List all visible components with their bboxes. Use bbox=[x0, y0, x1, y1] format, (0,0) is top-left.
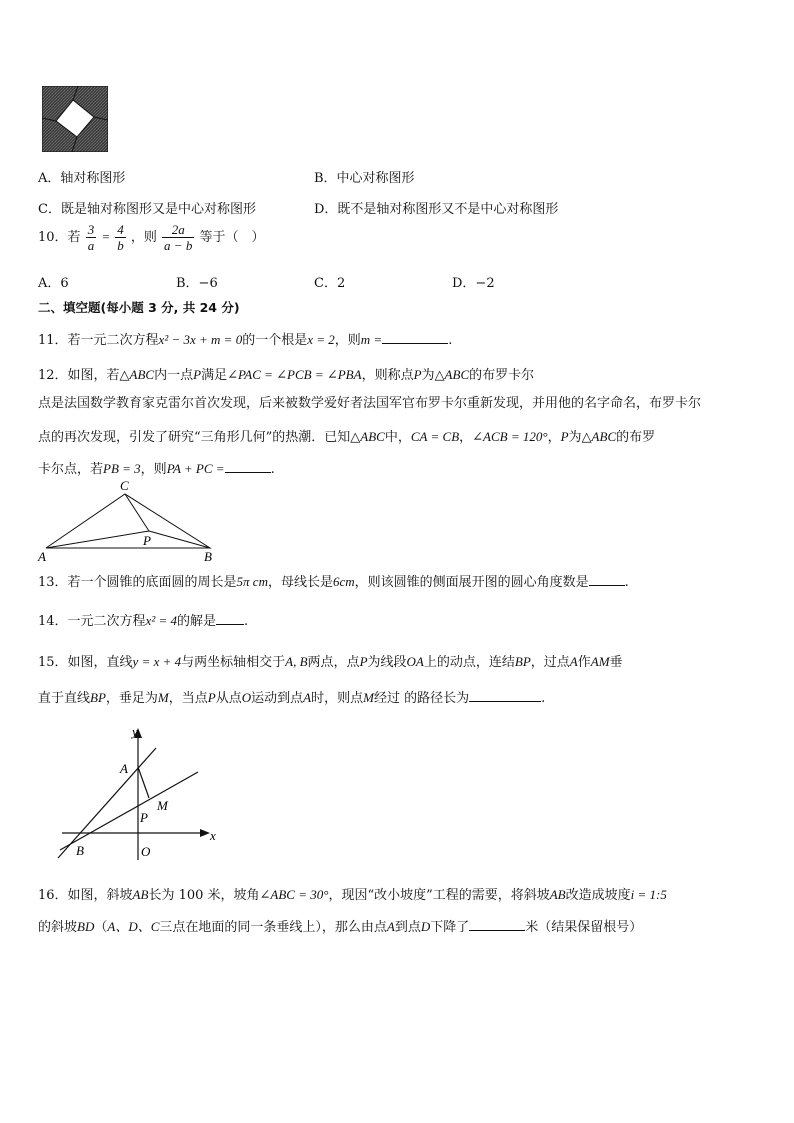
x-axis-arrow bbox=[200, 829, 210, 837]
q14-answer-blank bbox=[216, 612, 244, 625]
section-heading: 二、填空题(每小题 3 分, 共 24 分) bbox=[38, 300, 240, 315]
q9-figure bbox=[42, 86, 108, 152]
label-o: O bbox=[141, 844, 151, 859]
q10-number: 10．若 bbox=[38, 230, 81, 245]
fraction-2a-over-a-minus-b: $\frac{2a}{a - b}$ bbox=[164, 222, 193, 253]
label-m: M bbox=[157, 798, 168, 813]
q16-line-1: 16．如图，斜坡AB长为 100 米，坡角∠ABC = 30°，现因“改小坡度”工程的需要，将斜坡AB改造成坡度i = 1:5 bbox=[38, 887, 667, 903]
label-c: C bbox=[120, 478, 129, 493]
label-a: A bbox=[38, 549, 46, 564]
q10-option-a: A．6 bbox=[38, 276, 69, 291]
label-a: A bbox=[120, 761, 128, 776]
q11: 11．若一元二次方程x² − 3x + m = 0的一个根是x = 2，则m = . bbox=[38, 332, 453, 348]
line-ab bbox=[58, 748, 156, 858]
q10-option-c: C．2 bbox=[314, 276, 346, 291]
label-x: x bbox=[210, 828, 216, 843]
q15-line-1: 15．如图，直线y = x + 4与两坐标轴相交于A, B两点，点P为线段OA上的动点，连结BP，过点A作AM垂 bbox=[38, 654, 623, 670]
q13-answer-blank bbox=[589, 573, 625, 586]
q15-line-2: 直于直线BP，垂足为M，当点P从点O运动到点A时，则点M经过 的路径长为 . bbox=[38, 690, 546, 706]
q12-line-3: 点的再次发现，引发了研究“三角形几何”的热潮．已知△ABC中，CA = CB，∠ACB = 120°，P为△ABC的布罗 bbox=[38, 429, 656, 445]
q9-option-a: A．轴对称图形 bbox=[38, 171, 126, 186]
q15-answer-blank bbox=[469, 689, 541, 702]
q10-option-d: D．−2 bbox=[452, 276, 495, 291]
q14: 14．一元二次方程x² = 4的解是 . bbox=[38, 613, 249, 629]
q10-option-b: B．−6 bbox=[176, 276, 218, 291]
label-b: B bbox=[204, 549, 212, 564]
fraction-3-over-a: $\frac{3}{a}$ bbox=[87, 222, 95, 253]
q9-option-b: B．中心对称图形 bbox=[314, 171, 415, 186]
q16-answer-blank bbox=[469, 918, 525, 931]
q15-coordinate-figure bbox=[52, 722, 227, 862]
fraction-4-over-b: $\frac{4}{b}$ bbox=[117, 222, 124, 253]
label-y: y bbox=[132, 724, 138, 739]
q16-line-2: 的斜坡BD（A、D、C三点在地面的同一条垂线上），那么由点A到点D下降了 米（结果保留根号） bbox=[38, 919, 643, 935]
q11-answer-blank bbox=[382, 331, 448, 344]
q12-line-2: 点是法国数学教育家克雷尔首次发现，后来被数学爱好者法国军官布罗卡尔重新发现，并用他的名字命名，布罗卡尔 bbox=[38, 396, 702, 411]
q12-triangle-figure bbox=[36, 478, 226, 564]
label-p: P bbox=[143, 533, 151, 548]
q9-option-c: C．既是轴对称图形又是中心对称图形 bbox=[38, 202, 256, 217]
segment-am bbox=[138, 767, 149, 798]
q13: 13．若一个圆锥的底面圆的周长是5π cm，母线长是6cm，则该圆锥的侧面展开图的圆心角度数是 . bbox=[38, 574, 629, 590]
q10-stem: 10．若 $\frac{3}{a}$ = $\frac{4}{b}$ ，则 $\frac{2a}{a - b}$ 等于（ ） bbox=[38, 222, 265, 253]
segment-bp bbox=[149, 531, 210, 548]
q12-line-1: 12．如图，若△ABC内一点P满足∠PAC = ∠PCB = ∠PBA，则称点P为△ABC的布罗卡尔 bbox=[38, 367, 535, 383]
label-p: P bbox=[140, 810, 148, 825]
q12-line-4: 卡尔点，若PB = 3，则PA + PC = . bbox=[38, 461, 275, 477]
line-bp bbox=[60, 772, 198, 850]
triangle-abc bbox=[46, 494, 210, 548]
segment-cp bbox=[125, 494, 149, 531]
q9-option-d: D．既不是轴对称图形又不是中心对称图形 bbox=[314, 202, 559, 217]
label-b: B bbox=[76, 843, 84, 858]
segment-ap bbox=[46, 531, 149, 548]
q12-answer-blank bbox=[225, 460, 271, 473]
